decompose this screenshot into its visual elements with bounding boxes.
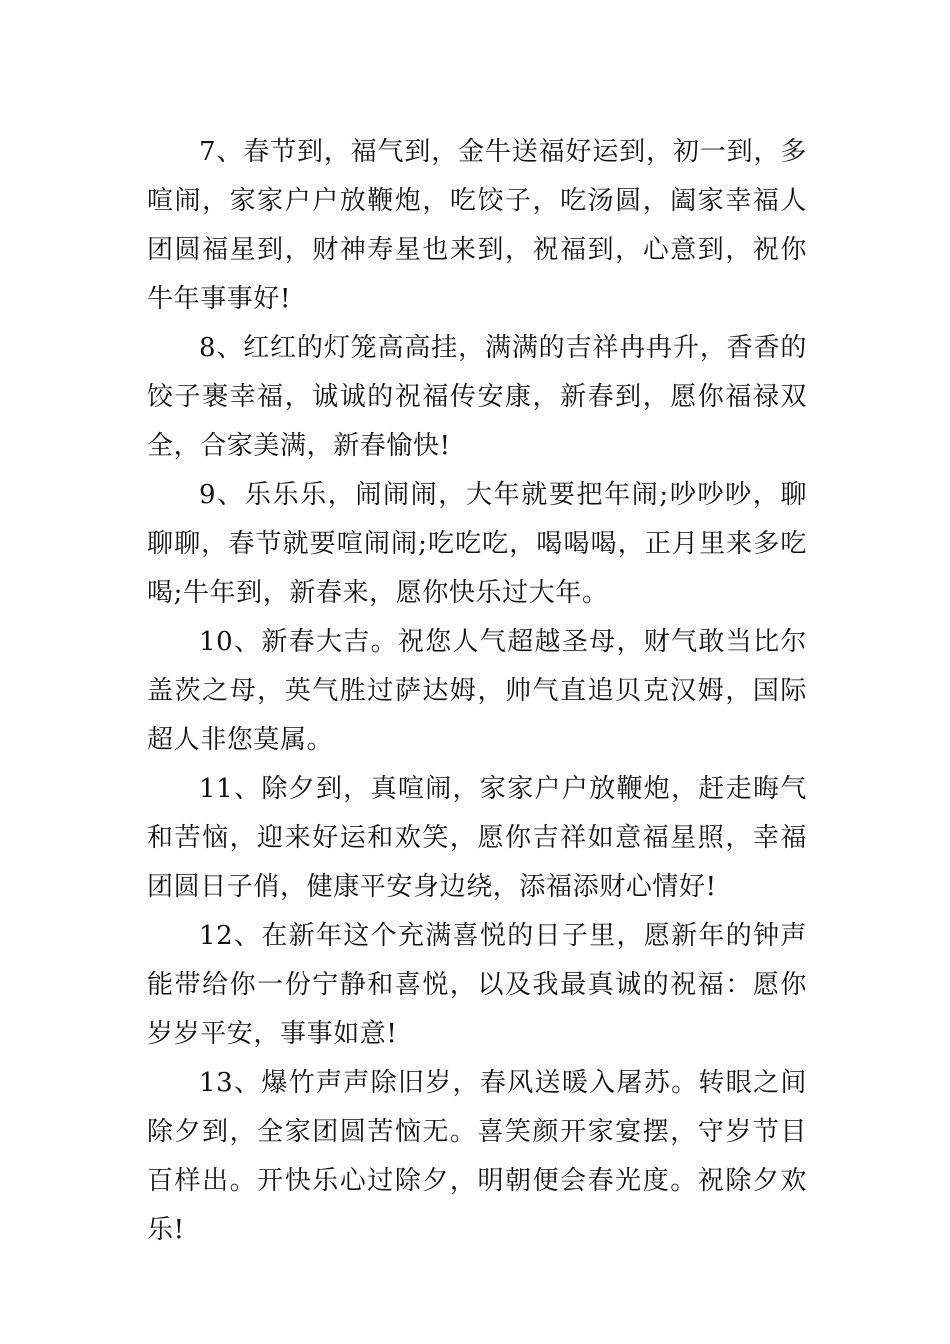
paragraph-11: 11、除夕到，真喧闹，家家户户放鞭炮，赶走晦气和苦恼，迎来好运和欢笑，愿你吉祥如意福星照，幸福团圆日子俏，健康平安身边绕，添福添财心情好! (147, 774, 807, 902)
document-body (147, 128, 807, 1255)
paragraph-12: 12、在新年这个充满喜悦的日子里，愿新年的钟声能带给你一份宁静和喜悦，以及我最真诚的祝福：愿你岁岁平安，事事如意! (147, 921, 807, 1049)
paragraph-10: 10、新春大吉。祝您人气超越圣母，财气敢当比尔盖茨之母，英气胜过萨达姆，帅气直追贝克汉姆，国际超人非您莫属。 (147, 627, 807, 755)
paragraph-9: 9、乐乐乐，闹闹闹，大年就要把年闹;吵吵吵，聊聊聊，春节就要喧闹闹;吃吃吃，喝喝喝，正月里来多吃喝;牛年到，新春来，愿你快乐过大年。 (147, 480, 807, 608)
paragraph-13: 13、爆竹声声除旧岁，春风送暖入屠苏。转眼之间除夕到，全家团圆苦恼无。喜笑颜开家宴摆，守岁节目百样出。开快乐心过除夕，明朝便会春光度。祝除夕欢乐! (147, 1068, 807, 1245)
paragraph-7: 7、春节到，福气到，金牛送福好运到，初一到，多喧闹，家家户户放鞭炮，吃饺子，吃汤圆，阖家幸福人团圆福星到，财神寿星也来到，祝福到，心意到，祝你牛年事事好! (147, 137, 807, 314)
paragraph-8: 8、红红的灯笼高高挂，满满的吉祥冉冉升，香香的饺子裹幸福，诚诚的祝福传安康，新春到，愿你福禄双全，合家美满，新春愉快! (147, 333, 807, 461)
